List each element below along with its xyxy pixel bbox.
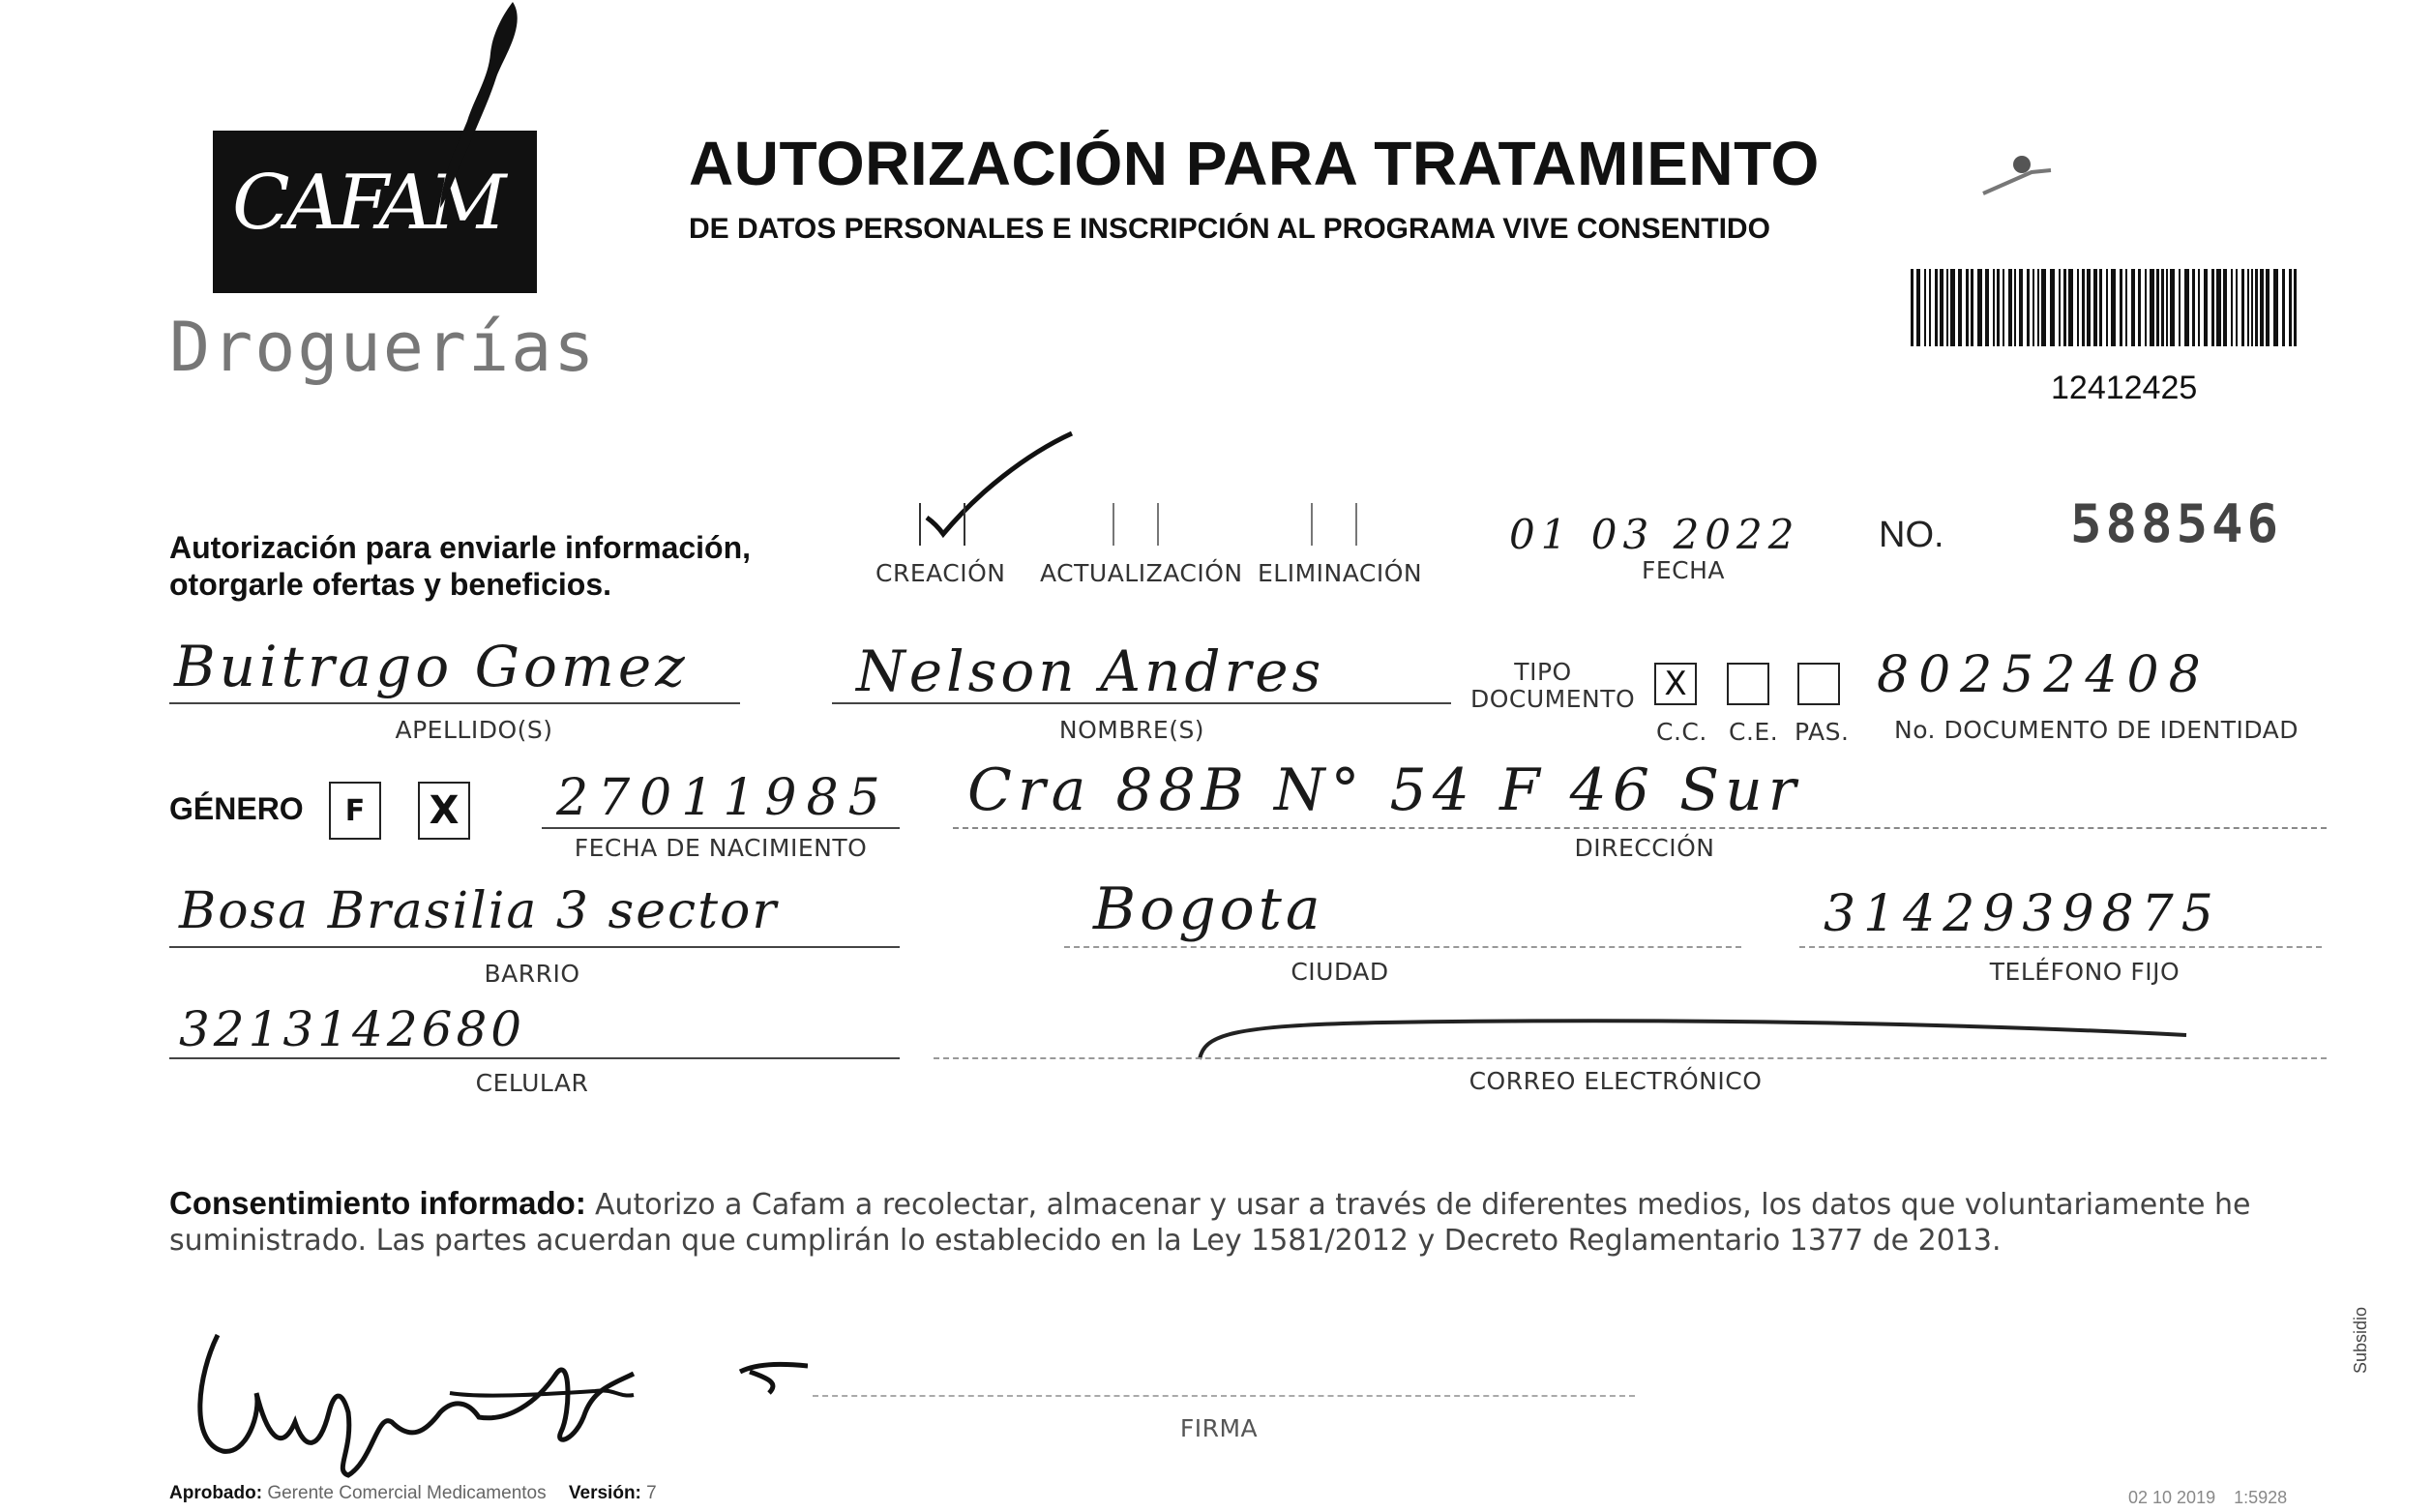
- barcode-bar: [2082, 269, 2085, 346]
- barcode-bar: [2050, 269, 2055, 346]
- barcode-bar: [2294, 269, 2297, 346]
- intro-line-1: Autorización para enviarle información,: [169, 530, 752, 565]
- barcode-bar: [2231, 269, 2233, 346]
- consent-line-1: [169, 1185, 2327, 1222]
- fecha-nacimiento-label: FECHA DE NACIMIENTO: [574, 834, 868, 862]
- option-actualizacion-box[interactable]: [1113, 503, 1159, 546]
- genero-m-box[interactable]: X: [418, 782, 470, 840]
- barcode-bar: [1971, 269, 1973, 346]
- tipo-ce-label: C.E.: [1729, 718, 1779, 746]
- consent-heading: Consentimiento informado:: [169, 1185, 586, 1221]
- consent-text-1: Autorizo a Cafam a recolectar, almacenar y usar a través de diferentes medios, los datos que voluntariamente he: [595, 1188, 2251, 1222]
- firma-line: [813, 1395, 1635, 1397]
- tipo-pas-label: PAS.: [1795, 718, 1850, 746]
- barcode-bar: [2032, 269, 2034, 346]
- barrio-label: BARRIO: [484, 960, 580, 988]
- apellidos-line: [169, 702, 740, 704]
- barcode-bar: [2106, 269, 2108, 346]
- barcode-bar: [2093, 269, 2097, 346]
- barcode-bar: [2204, 269, 2208, 346]
- barrio-value: Bosa Brasilia 3 sector: [179, 882, 779, 940]
- barcode-bar: [2145, 269, 2147, 346]
- barcode-bar: [2003, 269, 2004, 346]
- celular-value: 3213142680: [179, 1001, 526, 1057]
- barcode-bar: [2198, 269, 2200, 346]
- barcode-bar: [2216, 269, 2221, 346]
- footer-aprobado: [169, 1483, 657, 1504]
- barcode-bar: [2166, 269, 2168, 346]
- barcode-bar: [1950, 269, 1955, 346]
- tipo-cc-box[interactable]: X: [1654, 663, 1697, 705]
- barcode-bar: [2037, 269, 2039, 346]
- logo-flame-icon: [382, 0, 537, 213]
- correo-line: [934, 1057, 2327, 1059]
- footer-code: 1:5928: [2234, 1488, 2288, 1507]
- barcode-bar: [2236, 269, 2238, 346]
- option-eliminacion-label: ELIMINACIÓN: [1258, 559, 1423, 587]
- ciudad-label: CIUDAD: [1291, 958, 1389, 986]
- barcode-bar: [2184, 269, 2189, 346]
- version-label: Versión:: [568, 1483, 641, 1503]
- ciudad-line: [1064, 946, 1741, 948]
- tipo-label-2: DOCUMENTO: [1470, 685, 1636, 713]
- barcode-number: 12412425: [2051, 370, 2198, 406]
- stamp-mark-icon: [1973, 145, 2061, 203]
- barcode-bar: [2179, 269, 2181, 346]
- tipo-pas-box[interactable]: [1797, 663, 1840, 705]
- option-eliminacion-box[interactable]: [1311, 503, 1357, 546]
- barcode-bar: [2111, 269, 2116, 346]
- barcode-bar: [2247, 269, 2249, 346]
- logo-subtitle: Droguerías: [169, 308, 597, 387]
- barcode-bar: [2255, 269, 2258, 346]
- barcode-bar: [2273, 269, 2278, 346]
- correo-stroke: [1190, 1006, 2196, 1064]
- version-value: 7: [646, 1483, 657, 1503]
- aprobado-value: Gerente Comercial Medicamentos: [267, 1483, 547, 1503]
- documento-label: No. DOCUMENTO DE IDENTIDAD: [1894, 716, 2299, 744]
- barcode-bar: [1966, 269, 1969, 346]
- barcode-bar: [1946, 269, 1948, 346]
- footer-date-value: 02 10 2019: [2128, 1488, 2216, 1507]
- barcode-bar: [2077, 269, 2079, 346]
- form-subtitle: DE DATOS PERSONALES E INSCRIPCIÓN AL PROGRAMA VIVE CONSENTIDO: [689, 213, 1770, 245]
- barcode-bar: [1977, 269, 1982, 346]
- genero-f-box[interactable]: F: [329, 782, 381, 840]
- barcode-bar: [1911, 269, 1914, 346]
- correo-label: CORREO ELECTRÓNICO: [1469, 1067, 1763, 1095]
- footer-date: [2128, 1488, 2287, 1508]
- fecha-nacimiento-line: [542, 827, 900, 829]
- barcode-bar: [1985, 269, 1989, 346]
- barcode-bar: [2241, 269, 2244, 346]
- barcode-bar: [2019, 269, 2023, 346]
- barcode-bar: [2059, 269, 2061, 346]
- form-title: AUTORIZACIÓN PARA TRATAMIENTO: [689, 129, 1820, 198]
- barcode-bar: [1958, 269, 1962, 346]
- barcode-bar: [2014, 269, 2016, 346]
- numero-value: 588546: [2070, 493, 2283, 554]
- option-creacion-box[interactable]: [919, 503, 965, 546]
- barcode-bar: [1929, 269, 1931, 346]
- telefono-line: [1799, 946, 2322, 948]
- aprobado-label: Aprobado:: [169, 1483, 263, 1503]
- barcode-bar: [2266, 269, 2270, 346]
- firma-label: FIRMA: [1179, 1414, 1259, 1442]
- barcode-bar: [2120, 269, 2122, 346]
- fecha-label: FECHA: [1642, 556, 1726, 584]
- barcode-bar: [2041, 269, 2046, 346]
- barcode-bar: [1935, 269, 1938, 346]
- apellidos-value: Buitrago Gomez: [174, 634, 689, 699]
- nombres-label: NOMBRE(S): [1058, 716, 1205, 744]
- barcode-bar: [2131, 269, 2135, 346]
- telefono-value: 3142939875: [1824, 885, 2221, 943]
- fecha-nacimiento-value: 27011985: [556, 769, 890, 827]
- barcode-bar: [1924, 269, 1926, 346]
- barcode-bar: [2251, 269, 2253, 346]
- barcode-bar: [2156, 269, 2159, 346]
- direccion-value: Cra 88B N° 54 F 46 Sur: [967, 756, 1802, 824]
- side-text: Subsidio: [2351, 1306, 2370, 1374]
- signature: [189, 1306, 808, 1480]
- tipo-ce-box[interactable]: [1727, 663, 1769, 705]
- direccion-label: DIRECCIÓN: [1574, 834, 1715, 862]
- barcode: [1911, 269, 2302, 346]
- barcode-bar: [2138, 269, 2141, 346]
- option-creacion-label: CREACIÓN: [875, 559, 1006, 587]
- barcode-bar: [2027, 269, 2030, 346]
- barcode-bar: [2289, 269, 2292, 346]
- barcode-bar: [2125, 269, 2127, 346]
- barcode-bar: [1916, 269, 1920, 346]
- barcode-bar: [2192, 269, 2195, 346]
- barcode-bar: [2211, 269, 2214, 346]
- barcode-bar: [2260, 269, 2264, 346]
- celular-line: [169, 1057, 900, 1059]
- tipo-cc-label: C.C.: [1656, 718, 1707, 746]
- intro-line-2: otorgarle ofertas y beneficios.: [169, 567, 612, 602]
- genero-label: GÉNERO: [169, 791, 304, 826]
- barrio-line: [169, 946, 900, 948]
- nombres-line: [832, 702, 1451, 704]
- direccion-line: [953, 827, 2327, 829]
- celular-label: CELULAR: [475, 1069, 589, 1097]
- option-actualizacion-label: ACTUALIZACIÓN: [1040, 559, 1243, 587]
- barcode-bar: [2223, 269, 2227, 346]
- numero-label: NO.: [1879, 515, 1944, 555]
- barcode-bar: [2282, 269, 2285, 346]
- consent-line-2: suministrado. Las partes acuerdan que cumplirán lo establecido en la Ley 1581/2012 y Decreto Reglamentario 1377 de 2013.: [169, 1224, 2002, 1258]
- documento-value: 80252408: [1877, 646, 2210, 704]
- barcode-bar: [2087, 269, 2091, 346]
- barcode-bar: [2099, 269, 2102, 346]
- ciudad-value: Bogota: [1093, 875, 1324, 943]
- apellidos-label: APELLIDO(S): [395, 716, 553, 744]
- barcode-bar: [2161, 269, 2164, 346]
- barcode-bar: [2008, 269, 2012, 346]
- telefono-label: TELÉFONO FIJO: [1989, 958, 2181, 986]
- barcode-bar: [1940, 269, 1943, 346]
- barcode-bar: [1993, 269, 1995, 346]
- cafam-brand: CAFAM: [232, 160, 503, 247]
- barcode-bar: [2150, 269, 2154, 346]
- barcode-bar: [2170, 269, 2175, 346]
- nombres-value: Nelson Andres: [856, 638, 1325, 704]
- tipo-label-1: TIPO: [1514, 658, 1572, 686]
- barcode-bar: [2063, 269, 2066, 346]
- barcode-bar: [2068, 269, 2073, 346]
- fecha-value: 01 03 2022: [1509, 511, 1800, 558]
- barcode-bar: [1997, 269, 2000, 346]
